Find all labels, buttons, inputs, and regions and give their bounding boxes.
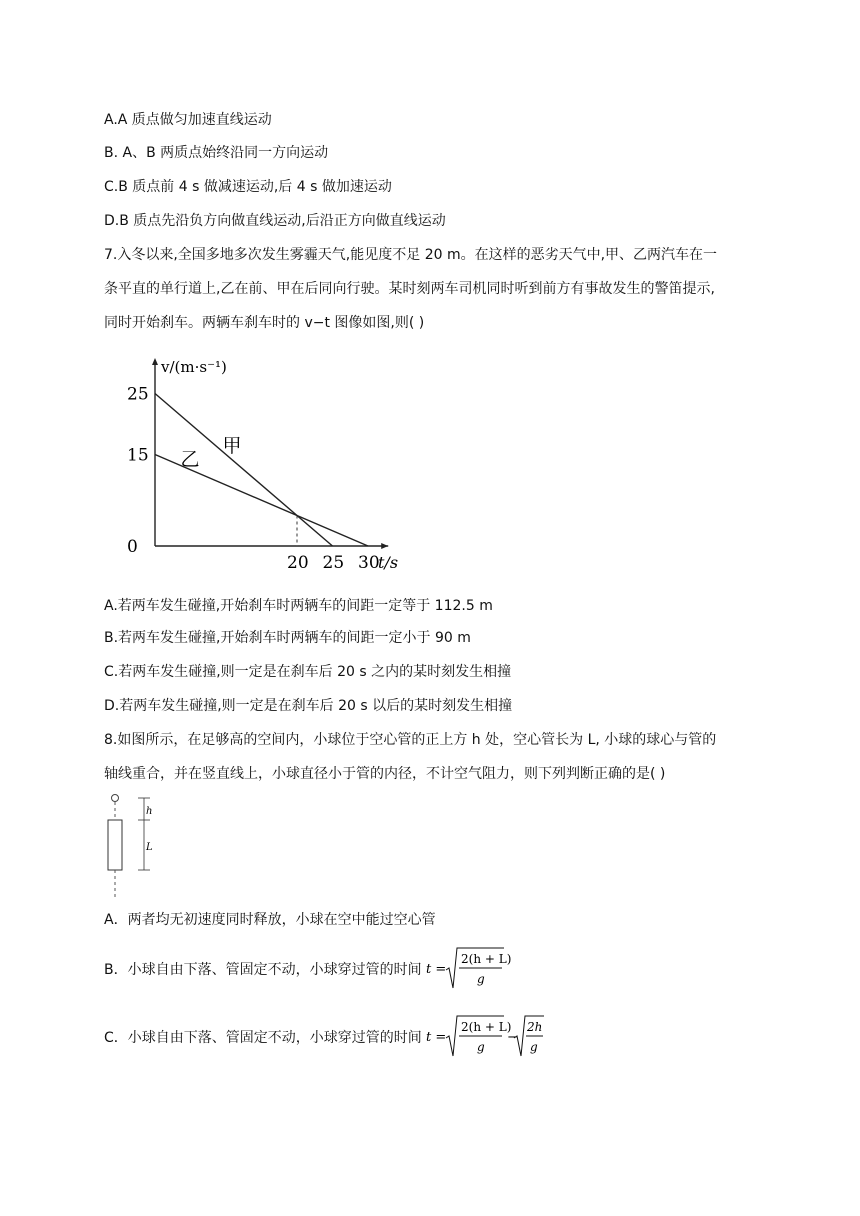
- q8-option-b: B．小球自由下落、管固定不动，小球穿过管的时间: [104, 962, 422, 978]
- q7-stem-line1: 7.入冬以来,全国多地多次发生雾霾天气,能见度不足 20 m。在这样的恶劣天气中,甲、乙两汽车在一: [104, 247, 718, 263]
- q7-option-c: C.若两车发生碰撞,则一定是在刹车后 20 s 之内的某时刻发生相撞: [104, 664, 512, 680]
- q7-stem-line3: 同时开始刹车。两辆车刹车时的 v−t 图像如图,则( ): [104, 315, 425, 331]
- q8-option-b-row: [104, 946, 512, 992]
- q8-stem-line2: 轴线重合，并在竖直线上，小球直径小于管的内径，不计空气阻力，则下列判断正确的是( ): [104, 766, 666, 782]
- tube: [108, 820, 122, 870]
- q6-option-d: D.B 质点先沿负方向做直线运动,后沿正方向做直线运动: [104, 213, 446, 229]
- y-axis-arrow: [152, 358, 158, 365]
- formula-c-denominator1: g: [477, 1040, 485, 1054]
- q6-option-c: C.B 质点前 4 s 做减速运动,后 4 s 做加速运动: [104, 179, 392, 195]
- q8-option-c: C．小球自由下落、管固定不动，小球穿过管的时间: [104, 1030, 422, 1046]
- y-axis-label: v/(m·s⁻¹): [161, 358, 227, 376]
- formula-b-lhs: t =: [426, 962, 447, 977]
- q6-option-a: A.A 质点做匀加速直线运动: [104, 112, 272, 128]
- series-label-yi: 乙: [180, 448, 200, 471]
- q7-stem-line2: 条平直的单行道上,乙在前、甲在后同向行驶。某时刻两车司机同时听到前方有事故发生的警笛提示,: [104, 281, 715, 297]
- ball: [112, 795, 119, 802]
- label-h: h: [146, 806, 153, 817]
- q8-option-a: A．两者均无初速度同时释放，小球在空中能过空心管: [104, 912, 436, 928]
- ball-tube-figure: [100, 792, 170, 902]
- series-label-jia: 甲: [222, 435, 242, 458]
- q6-option-b: B. A、B 两质点始终沿同一方向运动: [104, 145, 329, 161]
- formula-b-numerator: 2(h + L): [461, 952, 512, 966]
- q7-option-a: A.若两车发生碰撞,开始刹车时两辆车的间距一定等于 112.5 m: [104, 598, 493, 614]
- x-axis-label: t/s: [378, 553, 399, 572]
- label-l: L: [146, 842, 153, 853]
- y-tick-label: 15: [127, 445, 149, 466]
- formula-c-minus: −: [507, 1030, 519, 1045]
- x-tick-label: 20: [287, 553, 309, 573]
- formula-c-lhs: t =: [426, 1030, 447, 1045]
- vt-graph: [124, 350, 399, 575]
- formula-c: [426, 1014, 546, 1060]
- y-tick-label: 25: [127, 384, 149, 405]
- x-tick-label: 25: [322, 553, 345, 573]
- x-axis-arrow: [381, 543, 388, 549]
- formula-c-numerator1: 2(h + L): [461, 1020, 512, 1034]
- formula-c-numerator2: 2h: [527, 1020, 543, 1034]
- y-tick-label: 0: [127, 537, 138, 557]
- formula-b: [426, 946, 512, 992]
- formula-b-denominator: g: [477, 972, 485, 986]
- q7-option-d: D.若两车发生碰撞,则一定是在刹车后 20 s 以后的某时刻发生相撞: [104, 698, 513, 714]
- formula-c-denominator2: g: [530, 1040, 538, 1054]
- q8-stem-line1: 8.如图所示，在足够高的空间内，小球位于空心管的正上方 h 处，空心管长为 L, 小球的球心与管的: [104, 732, 717, 748]
- x-tick-label: 30: [358, 553, 380, 573]
- q8-option-c-row: [104, 1014, 546, 1060]
- q7-option-b: B.若两车发生碰撞,开始刹车时两辆车的间距一定小于 90 m: [104, 630, 471, 646]
